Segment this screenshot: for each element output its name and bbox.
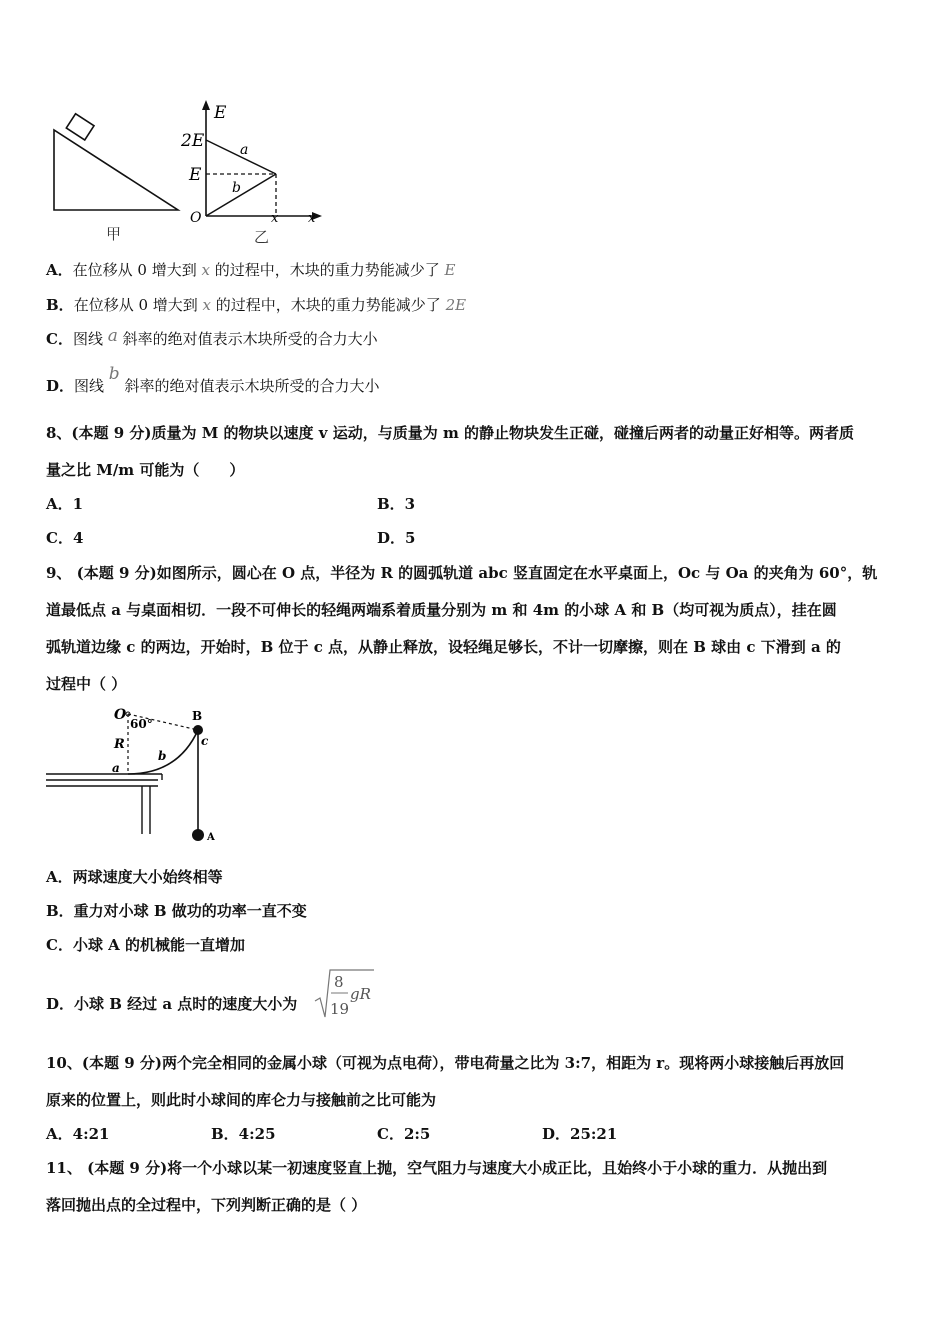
q11-stem-line2: 落回抛出点的全过程中，下列判断正确的是（ ） xyxy=(46,1196,367,1214)
q10-option-a: A．4:21 xyxy=(46,1125,110,1143)
label-tick-x: x xyxy=(271,211,279,226)
q7-option-a: A．在位移从 0 增大到 x 的过程中，木块的重力势能减少了 E xyxy=(46,261,456,279)
q10-stem-line1: 10、(本题 9 分)两个完全相同的金属小球（可视为点电荷），带电荷量之比为 3:7，相距为 r。现将两小球接触后再放回 xyxy=(46,1054,845,1072)
q10-option-b: B．4:25 xyxy=(211,1125,276,1143)
label-angle: 60° xyxy=(130,717,153,731)
label-a: a xyxy=(112,761,120,775)
q8-stem-line1: 8、(本题 9 分)质量为 M 的物块以速度 v 运动，与质量为 m 的静止物块发生正碰，碰撞后两者的动量正好相等。两者质 xyxy=(46,424,855,442)
q8-option-d: D．5 xyxy=(377,529,416,547)
svg-text:gR: gR xyxy=(350,985,371,1003)
q10-stem-line2: 原来的位置上，则此时小球间的库仑力与接触前之比可能为 xyxy=(46,1091,437,1109)
sqrt-formula xyxy=(312,965,382,1021)
q7-option-d: D．图线 b 斜率的绝对值表示木块所受的合力大小 xyxy=(46,364,380,395)
caption-jia: 甲 xyxy=(106,225,122,243)
label-ball-b: B xyxy=(192,709,203,723)
ball-a xyxy=(192,829,204,841)
line-b xyxy=(206,174,276,216)
q8-option-c: C．4 xyxy=(46,529,84,547)
q8-stem-line2: 量之比 M/m 可能为（ ） xyxy=(46,461,245,479)
figure-jia xyxy=(46,110,186,245)
svg-text:8: 8 xyxy=(334,973,344,991)
q10-option-d: D．25:21 xyxy=(542,1125,618,1143)
figure-yi xyxy=(178,98,338,246)
q8-option-b: B．3 xyxy=(377,495,416,513)
label-a: a xyxy=(240,142,249,158)
q10-option-c: C．2:5 xyxy=(377,1125,431,1143)
q7-option-b: B．在位移从 0 增大到 x 的过程中，木块的重力势能减少了 2E xyxy=(46,296,467,314)
q9-option-a: A．两球速度大小始终相等 xyxy=(46,868,223,886)
q11-stem-line1: 11、 (本题 9 分)将一个小球以某一初速度竖直上抛，空气阻力与速度大小成正比，且始终小于小球的重力．从抛出到 xyxy=(46,1159,828,1177)
label-e: E xyxy=(189,165,202,185)
label-r: R xyxy=(114,737,125,752)
figure-q9-track xyxy=(46,702,236,852)
q9-option-c: C．小球 A 的机械能一直增加 xyxy=(46,936,246,954)
label-2e: 2E xyxy=(181,131,205,151)
incline-triangle xyxy=(54,130,178,210)
q7-option-c: C．图线 a 斜率的绝对值表示木块所受的合力大小 xyxy=(46,326,378,348)
label-o: O xyxy=(114,707,127,723)
svg-text:19: 19 xyxy=(330,1000,350,1018)
q9-stem-line4: 过程中（ ） xyxy=(46,675,127,693)
q9-stem-line3: 弧轨道边缘 c 的两边，开始时，B 位于 c 点，从静止释放，设轻绳足够长，不计一切摩擦，则在 B 球由 c 下滑到 a 的 xyxy=(46,638,841,656)
wooden-block xyxy=(66,114,94,140)
q8-option-a: A．1 xyxy=(46,495,84,513)
label-axis-x: x xyxy=(308,211,316,226)
label-axis-e: E xyxy=(214,103,227,123)
q9-option-d: D．小球 B 经过 a 点时的速度大小为 xyxy=(46,995,298,1013)
label-b: b xyxy=(158,749,167,763)
q9-stem-line2: 道最低点 a 与桌面相切．一段不可伸长的轻绳两端系着质量分别为 m 和 4m 的小球 A 和 B（均可视为质点），挂在圆 xyxy=(46,601,837,619)
label-origin: O xyxy=(190,210,202,226)
label-b: b xyxy=(232,180,241,196)
label-ball-a: A xyxy=(207,832,215,843)
caption-yi: 乙 xyxy=(254,228,270,246)
q9-option-b: B．重力对小球 B 做功的功率一直不变 xyxy=(46,902,307,920)
label-c: c xyxy=(201,734,209,748)
q9-stem-line1: 9、 (本题 9 分)如图所示，圆心在 O 点，半径为 R 的圆弧轨道 abc 竖直固定在水平桌面上，Oc 与 Oa 的夹角为 60°，轨 xyxy=(46,564,878,582)
